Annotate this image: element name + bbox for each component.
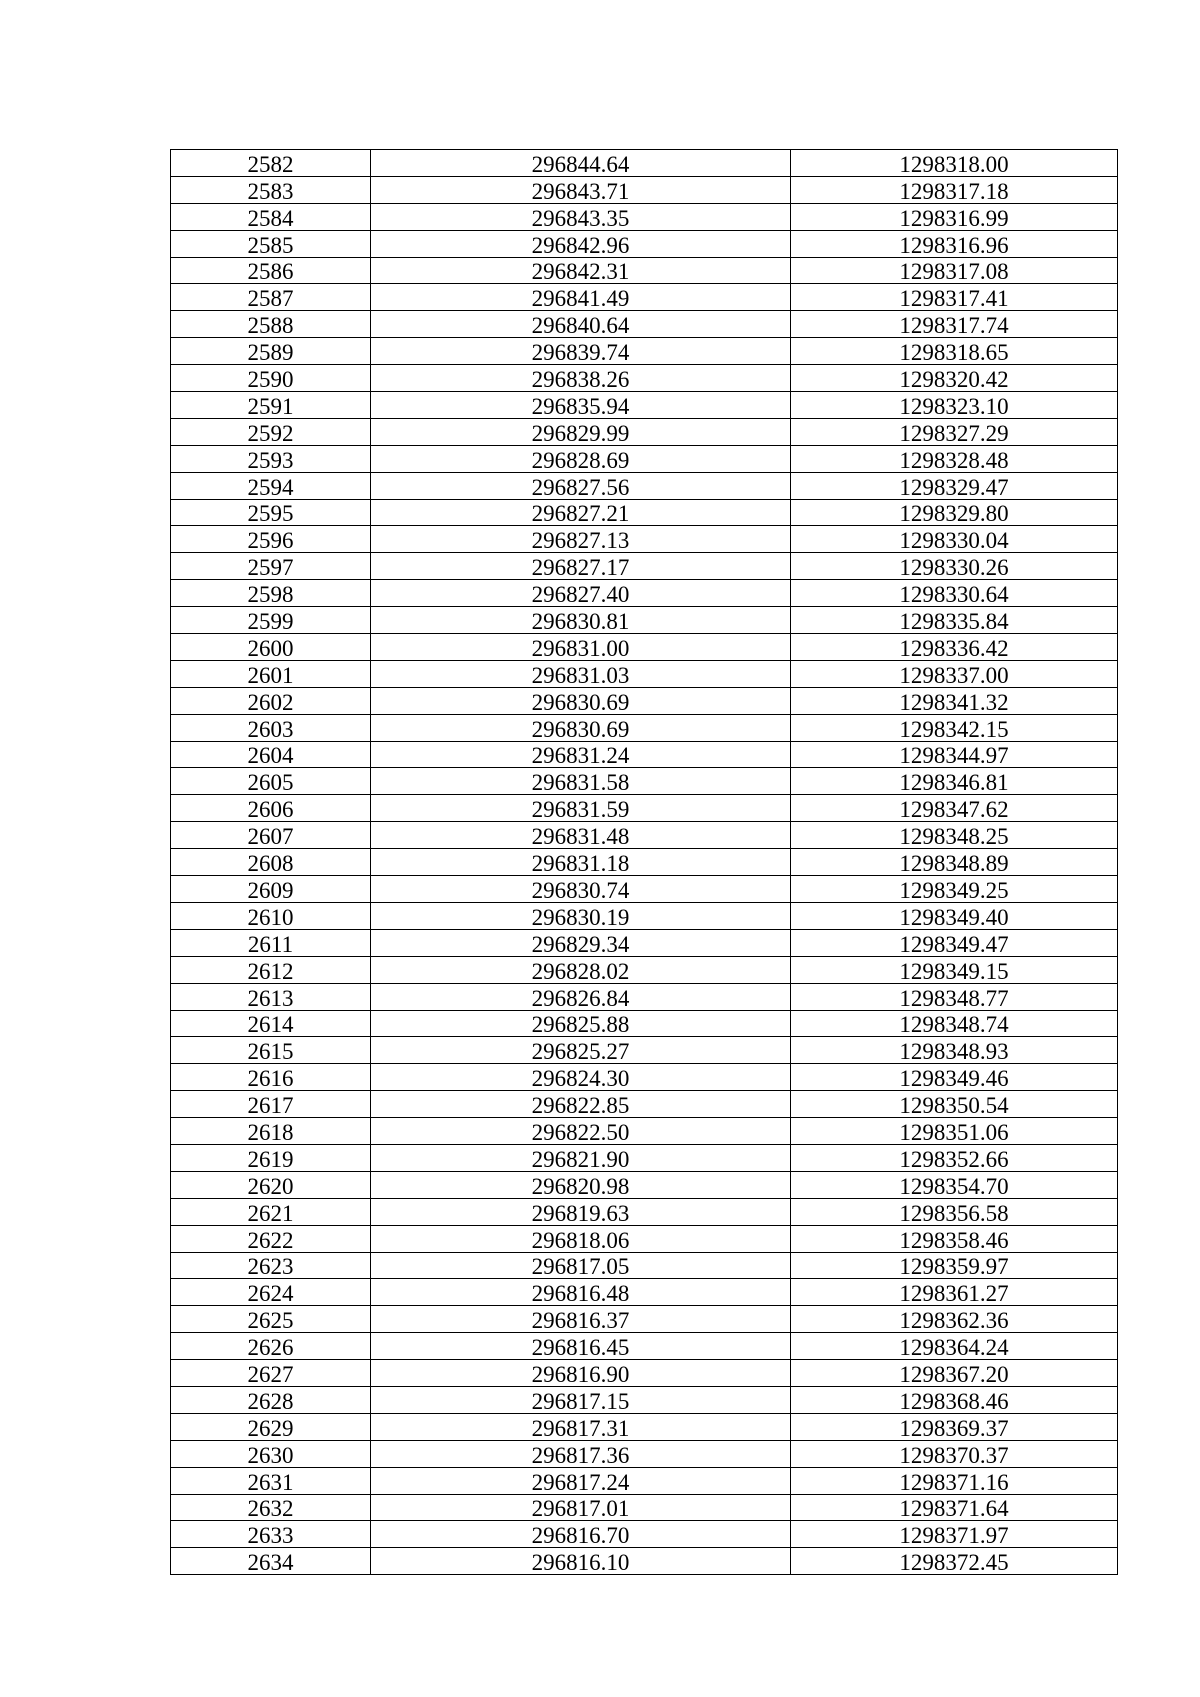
table-row xyxy=(171,983,1118,1010)
point-number-cell: 2631 xyxy=(171,1467,371,1494)
x-coordinate-cell: 296816.48 xyxy=(371,1279,791,1306)
y-coordinate-cell: 1298348.89 xyxy=(791,849,1118,876)
table-row xyxy=(171,795,1118,822)
x-coordinate-cell: 296840.64 xyxy=(371,311,791,338)
y-coordinate-cell: 1298347.62 xyxy=(791,795,1118,822)
point-number-cell: 2594 xyxy=(171,472,371,499)
y-coordinate-cell: 1298329.47 xyxy=(791,472,1118,499)
x-coordinate-cell: 296843.35 xyxy=(371,203,791,230)
x-coordinate-cell: 296829.99 xyxy=(371,418,791,445)
y-coordinate-cell: 1298348.77 xyxy=(791,983,1118,1010)
y-coordinate-cell: 1298317.08 xyxy=(791,257,1118,284)
y-coordinate-cell: 1298344.97 xyxy=(791,741,1118,768)
y-coordinate-cell: 1298371.16 xyxy=(791,1467,1118,1494)
point-number-cell: 2592 xyxy=(171,418,371,445)
y-coordinate-cell: 1298349.47 xyxy=(791,929,1118,956)
table-row xyxy=(171,1521,1118,1548)
x-coordinate-cell: 296821.90 xyxy=(371,1144,791,1171)
point-number-cell: 2601 xyxy=(171,660,371,687)
point-number-cell: 2634 xyxy=(171,1548,371,1575)
y-coordinate-cell: 1298354.70 xyxy=(791,1171,1118,1198)
point-number-cell: 2616 xyxy=(171,1064,371,1091)
x-coordinate-cell: 296828.02 xyxy=(371,956,791,983)
table-row xyxy=(171,902,1118,929)
point-number-cell: 2623 xyxy=(171,1252,371,1279)
table-row xyxy=(171,1171,1118,1198)
y-coordinate-cell: 1298316.96 xyxy=(791,230,1118,257)
y-coordinate-cell: 1298364.24 xyxy=(791,1333,1118,1360)
table-row xyxy=(171,1467,1118,1494)
y-coordinate-cell: 1298342.15 xyxy=(791,714,1118,741)
table-row xyxy=(171,1144,1118,1171)
y-coordinate-cell: 1298317.41 xyxy=(791,284,1118,311)
x-coordinate-cell: 296827.40 xyxy=(371,580,791,607)
x-coordinate-cell: 296839.74 xyxy=(371,338,791,365)
y-coordinate-cell: 1298358.46 xyxy=(791,1225,1118,1252)
x-coordinate-cell: 296827.21 xyxy=(371,499,791,526)
table-row xyxy=(171,822,1118,849)
point-number-cell: 2610 xyxy=(171,902,371,929)
table-row xyxy=(171,580,1118,607)
x-coordinate-cell: 296816.90 xyxy=(371,1360,791,1387)
y-coordinate-cell: 1298349.40 xyxy=(791,902,1118,929)
point-number-cell: 2614 xyxy=(171,1010,371,1037)
point-number-cell: 2587 xyxy=(171,284,371,311)
point-number-cell: 2598 xyxy=(171,580,371,607)
y-coordinate-cell: 1298346.81 xyxy=(791,768,1118,795)
y-coordinate-cell: 1298318.65 xyxy=(791,338,1118,365)
point-number-cell: 2586 xyxy=(171,257,371,284)
y-coordinate-cell: 1298330.26 xyxy=(791,553,1118,580)
table-row xyxy=(171,768,1118,795)
table-row xyxy=(171,1091,1118,1118)
y-coordinate-cell: 1298348.74 xyxy=(791,1010,1118,1037)
x-coordinate-cell: 296827.56 xyxy=(371,472,791,499)
point-number-cell: 2611 xyxy=(171,929,371,956)
point-number-cell: 2626 xyxy=(171,1333,371,1360)
point-number-cell: 2622 xyxy=(171,1225,371,1252)
table-row xyxy=(171,929,1118,956)
point-number-cell: 2583 xyxy=(171,176,371,203)
table-row xyxy=(171,418,1118,445)
table-row xyxy=(171,660,1118,687)
x-coordinate-cell: 296816.45 xyxy=(371,1333,791,1360)
table-row xyxy=(171,1333,1118,1360)
point-number-cell: 2619 xyxy=(171,1144,371,1171)
point-number-cell: 2612 xyxy=(171,956,371,983)
x-coordinate-cell: 296842.96 xyxy=(371,230,791,257)
table-row xyxy=(171,741,1118,768)
coordinate-table-body xyxy=(171,150,1118,1575)
table-row xyxy=(171,956,1118,983)
y-coordinate-cell: 1298341.32 xyxy=(791,687,1118,714)
y-coordinate-cell: 1298317.18 xyxy=(791,176,1118,203)
x-coordinate-cell: 296824.30 xyxy=(371,1064,791,1091)
y-coordinate-cell: 1298330.04 xyxy=(791,526,1118,553)
point-number-cell: 2615 xyxy=(171,1037,371,1064)
point-number-cell: 2624 xyxy=(171,1279,371,1306)
table-row xyxy=(171,257,1118,284)
x-coordinate-cell: 296818.06 xyxy=(371,1225,791,1252)
table-row xyxy=(171,311,1118,338)
point-number-cell: 2603 xyxy=(171,714,371,741)
table-row xyxy=(171,445,1118,472)
x-coordinate-cell: 296822.50 xyxy=(371,1118,791,1145)
table-row xyxy=(171,1118,1118,1145)
table-row xyxy=(171,1252,1118,1279)
table-row xyxy=(171,1010,1118,1037)
x-coordinate-cell: 296817.15 xyxy=(371,1386,791,1413)
point-number-cell: 2600 xyxy=(171,634,371,661)
table-row xyxy=(171,687,1118,714)
table-row xyxy=(171,472,1118,499)
point-number-cell: 2597 xyxy=(171,553,371,580)
y-coordinate-cell: 1298328.48 xyxy=(791,445,1118,472)
table-row xyxy=(171,1548,1118,1575)
x-coordinate-cell: 296816.70 xyxy=(371,1521,791,1548)
table-row xyxy=(171,176,1118,203)
table-row xyxy=(171,553,1118,580)
x-coordinate-cell: 296831.00 xyxy=(371,634,791,661)
x-coordinate-cell: 296820.98 xyxy=(371,1171,791,1198)
x-coordinate-cell: 296817.31 xyxy=(371,1413,791,1440)
table-row xyxy=(171,499,1118,526)
y-coordinate-cell: 1298371.64 xyxy=(791,1494,1118,1521)
point-number-cell: 2609 xyxy=(171,876,371,903)
point-number-cell: 2617 xyxy=(171,1091,371,1118)
x-coordinate-cell: 296830.69 xyxy=(371,714,791,741)
y-coordinate-cell: 1298372.45 xyxy=(791,1548,1118,1575)
table-row xyxy=(171,1064,1118,1091)
x-coordinate-cell: 296831.24 xyxy=(371,741,791,768)
x-coordinate-cell: 296819.63 xyxy=(371,1198,791,1225)
point-number-cell: 2629 xyxy=(171,1413,371,1440)
y-coordinate-cell: 1298352.66 xyxy=(791,1144,1118,1171)
x-coordinate-cell: 296816.10 xyxy=(371,1548,791,1575)
x-coordinate-cell: 296830.74 xyxy=(371,876,791,903)
x-coordinate-cell: 296817.24 xyxy=(371,1467,791,1494)
point-number-cell: 2632 xyxy=(171,1494,371,1521)
point-number-cell: 2604 xyxy=(171,741,371,768)
point-number-cell: 2591 xyxy=(171,392,371,419)
table-row xyxy=(171,1413,1118,1440)
table-row xyxy=(171,1386,1118,1413)
x-coordinate-cell: 296831.48 xyxy=(371,822,791,849)
point-number-cell: 2596 xyxy=(171,526,371,553)
y-coordinate-cell: 1298330.64 xyxy=(791,580,1118,607)
point-number-cell: 2625 xyxy=(171,1306,371,1333)
x-coordinate-cell: 296830.69 xyxy=(371,687,791,714)
x-coordinate-cell: 296842.31 xyxy=(371,257,791,284)
y-coordinate-cell: 1298367.20 xyxy=(791,1360,1118,1387)
y-coordinate-cell: 1298323.10 xyxy=(791,392,1118,419)
y-coordinate-cell: 1298316.99 xyxy=(791,203,1118,230)
point-number-cell: 2630 xyxy=(171,1440,371,1467)
table-row xyxy=(171,338,1118,365)
point-number-cell: 2605 xyxy=(171,768,371,795)
table-row xyxy=(171,526,1118,553)
x-coordinate-cell: 296825.88 xyxy=(371,1010,791,1037)
table-row xyxy=(171,1037,1118,1064)
y-coordinate-cell: 1298350.54 xyxy=(791,1091,1118,1118)
x-coordinate-cell: 296826.84 xyxy=(371,983,791,1010)
x-coordinate-cell: 296825.27 xyxy=(371,1037,791,1064)
point-number-cell: 2584 xyxy=(171,203,371,230)
point-number-cell: 2593 xyxy=(171,445,371,472)
table-row xyxy=(171,392,1118,419)
y-coordinate-cell: 1298371.97 xyxy=(791,1521,1118,1548)
x-coordinate-cell: 296817.36 xyxy=(371,1440,791,1467)
table-row xyxy=(171,1360,1118,1387)
y-coordinate-cell: 1298327.29 xyxy=(791,418,1118,445)
point-number-cell: 2613 xyxy=(171,983,371,1010)
y-coordinate-cell: 1298335.84 xyxy=(791,607,1118,634)
x-coordinate-cell: 296822.85 xyxy=(371,1091,791,1118)
y-coordinate-cell: 1298337.00 xyxy=(791,660,1118,687)
x-coordinate-cell: 296830.19 xyxy=(371,902,791,929)
table-row xyxy=(171,607,1118,634)
table-row xyxy=(171,634,1118,661)
x-coordinate-cell: 296843.71 xyxy=(371,176,791,203)
table-row xyxy=(171,1306,1118,1333)
point-number-cell: 2633 xyxy=(171,1521,371,1548)
x-coordinate-cell: 296835.94 xyxy=(371,392,791,419)
point-number-cell: 2599 xyxy=(171,607,371,634)
point-number-cell: 2628 xyxy=(171,1386,371,1413)
point-number-cell: 2590 xyxy=(171,365,371,392)
point-number-cell: 2585 xyxy=(171,230,371,257)
y-coordinate-cell: 1298359.97 xyxy=(791,1252,1118,1279)
x-coordinate-cell: 296827.13 xyxy=(371,526,791,553)
y-coordinate-cell: 1298362.36 xyxy=(791,1306,1118,1333)
point-number-cell: 2620 xyxy=(171,1171,371,1198)
point-number-cell: 2608 xyxy=(171,849,371,876)
x-coordinate-cell: 296838.26 xyxy=(371,365,791,392)
x-coordinate-cell: 296844.64 xyxy=(371,150,791,177)
table-row xyxy=(171,714,1118,741)
y-coordinate-cell: 1298349.15 xyxy=(791,956,1118,983)
point-number-cell: 2627 xyxy=(171,1360,371,1387)
x-coordinate-cell: 296831.18 xyxy=(371,849,791,876)
table-row xyxy=(171,1198,1118,1225)
table-row xyxy=(171,849,1118,876)
x-coordinate-cell: 296831.58 xyxy=(371,768,791,795)
point-number-cell: 2618 xyxy=(171,1118,371,1145)
table-row xyxy=(171,284,1118,311)
table-row xyxy=(171,150,1118,177)
y-coordinate-cell: 1298369.37 xyxy=(791,1413,1118,1440)
point-number-cell: 2607 xyxy=(171,822,371,849)
coordinate-table xyxy=(170,149,1118,1575)
table-row xyxy=(171,230,1118,257)
y-coordinate-cell: 1298370.37 xyxy=(791,1440,1118,1467)
x-coordinate-cell: 296816.37 xyxy=(371,1306,791,1333)
point-number-cell: 2602 xyxy=(171,687,371,714)
point-number-cell: 2606 xyxy=(171,795,371,822)
y-coordinate-cell: 1298318.00 xyxy=(791,150,1118,177)
y-coordinate-cell: 1298336.42 xyxy=(791,634,1118,661)
x-coordinate-cell: 296831.59 xyxy=(371,795,791,822)
point-number-cell: 2621 xyxy=(171,1198,371,1225)
table-row xyxy=(171,1225,1118,1252)
x-coordinate-cell: 296831.03 xyxy=(371,660,791,687)
y-coordinate-cell: 1298348.25 xyxy=(791,822,1118,849)
x-coordinate-cell: 296817.01 xyxy=(371,1494,791,1521)
y-coordinate-cell: 1298368.46 xyxy=(791,1386,1118,1413)
y-coordinate-cell: 1298356.58 xyxy=(791,1198,1118,1225)
y-coordinate-cell: 1298320.42 xyxy=(791,365,1118,392)
y-coordinate-cell: 1298349.25 xyxy=(791,876,1118,903)
x-coordinate-cell: 296828.69 xyxy=(371,445,791,472)
y-coordinate-cell: 1298349.46 xyxy=(791,1064,1118,1091)
y-coordinate-cell: 1298361.27 xyxy=(791,1279,1118,1306)
x-coordinate-cell: 296827.17 xyxy=(371,553,791,580)
point-number-cell: 2582 xyxy=(171,150,371,177)
point-number-cell: 2595 xyxy=(171,499,371,526)
x-coordinate-cell: 296829.34 xyxy=(371,929,791,956)
y-coordinate-cell: 1298317.74 xyxy=(791,311,1118,338)
point-number-cell: 2589 xyxy=(171,338,371,365)
y-coordinate-cell: 1298351.06 xyxy=(791,1118,1118,1145)
point-number-cell: 2588 xyxy=(171,311,371,338)
x-coordinate-cell: 296817.05 xyxy=(371,1252,791,1279)
table-row xyxy=(171,1440,1118,1467)
table-row xyxy=(171,365,1118,392)
table-row xyxy=(171,1279,1118,1306)
y-coordinate-cell: 1298348.93 xyxy=(791,1037,1118,1064)
y-coordinate-cell: 1298329.80 xyxy=(791,499,1118,526)
x-coordinate-cell: 296830.81 xyxy=(371,607,791,634)
table-row xyxy=(171,1494,1118,1521)
table-row xyxy=(171,203,1118,230)
table-row xyxy=(171,876,1118,903)
x-coordinate-cell: 296841.49 xyxy=(371,284,791,311)
